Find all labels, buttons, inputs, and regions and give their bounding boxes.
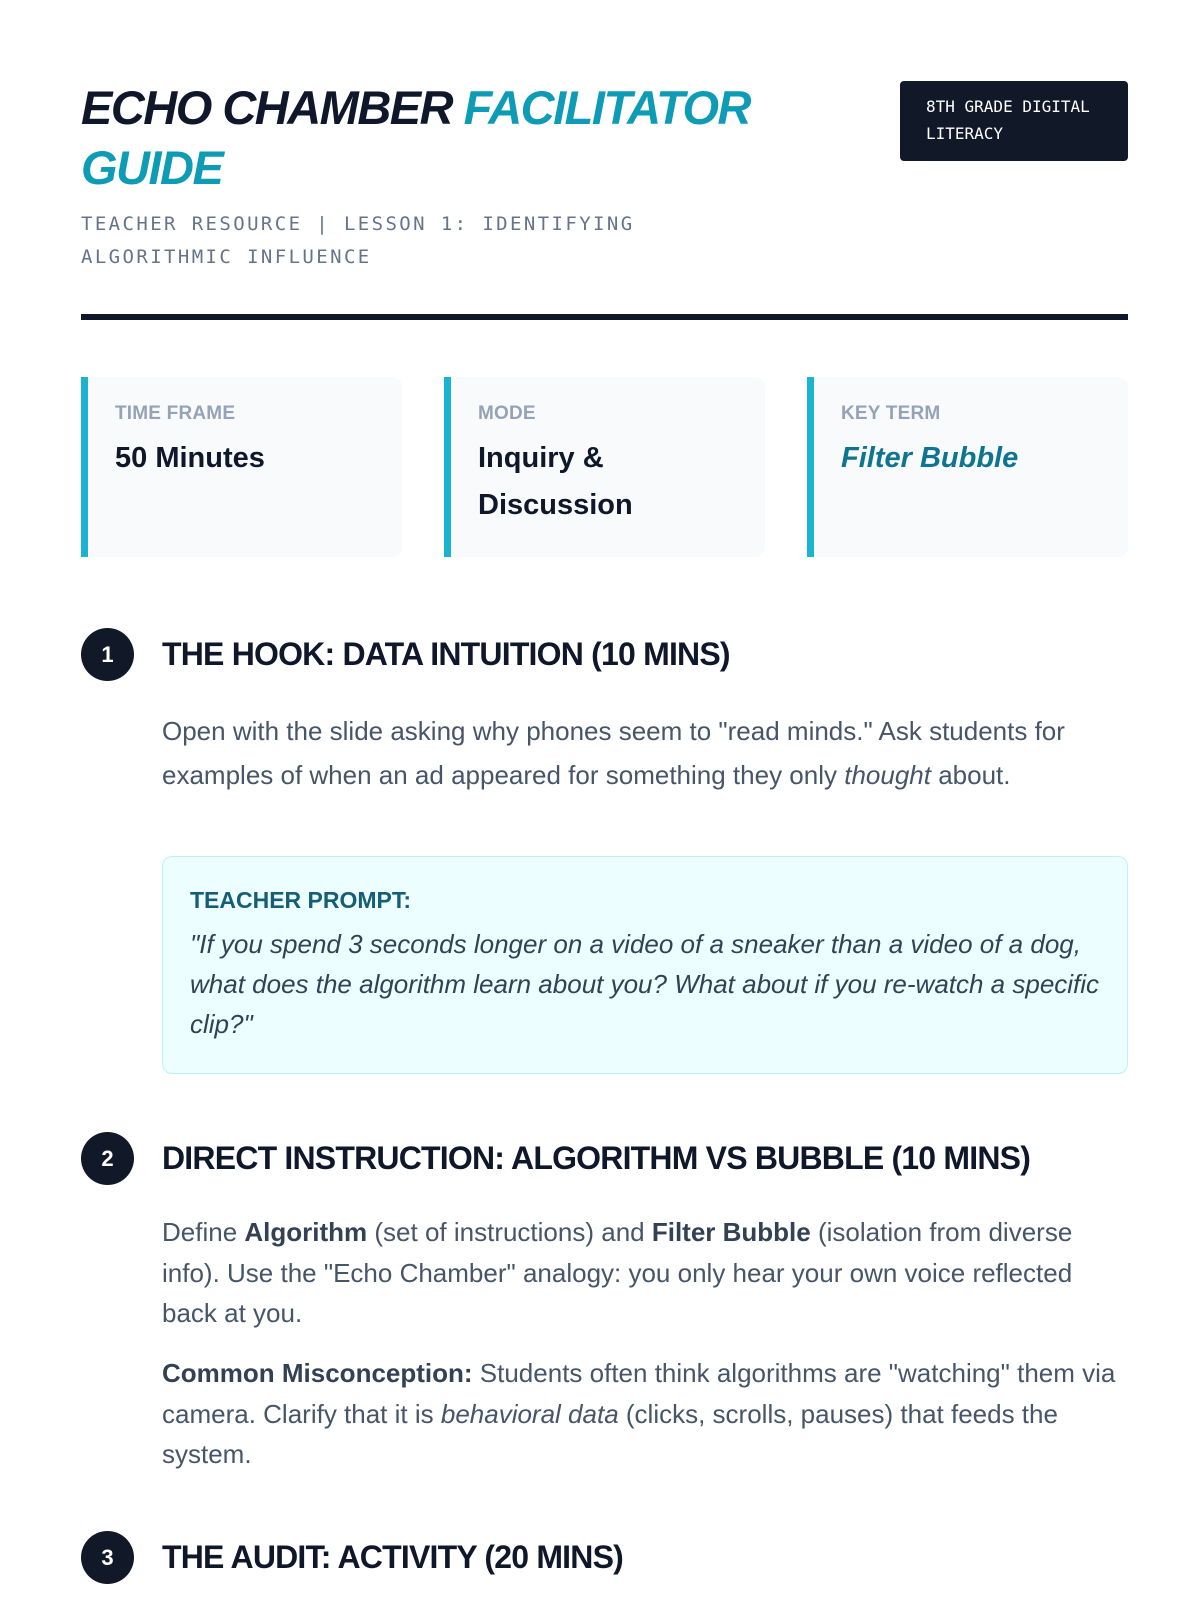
meta-card-label: KEY TERM xyxy=(841,403,941,424)
text-run: (set of instructions) and xyxy=(367,1217,652,1247)
step-number-badge: 1 xyxy=(81,628,134,681)
section-2-paragraph-1 xyxy=(162,1212,1128,1334)
meta-card-value: Filter Bubble xyxy=(841,442,1019,474)
teacher-prompt-text: "If you spend 3 seconds longer on a video of a sneaker than a video of a dog, what does the algorithm learn about you? What about if you re-watch a specific clip?" xyxy=(190,929,1100,1039)
page-title xyxy=(81,78,851,198)
title-main: ECHO CHAMBER xyxy=(81,81,453,134)
text-run: Define xyxy=(162,1217,245,1247)
text-run: (isolation from diverse info). Use the "Echo Chamber" analogy: you only hear your own voice reflected back at you. xyxy=(162,1217,1073,1328)
text-run: Students often think algorithms are "watching" them via camera. Clarify that it is xyxy=(162,1358,1116,1429)
emphasis-text: behavioral data xyxy=(440,1398,619,1429)
page-subtitle: TEACHER RESOURCE | LESSON 1: IDENTIFYING ALGORITHMIC INFLUENCE xyxy=(81,213,635,268)
section-title: DIRECT INSTRUCTION: ALGORITHM VS BUBBLE (10 MINS) xyxy=(162,1140,1031,1176)
title-accent: FACILITATOR GUIDE xyxy=(81,81,750,194)
bold-term-filter-bubble: Filter Bubble xyxy=(651,1217,811,1247)
meta-card-value: 50 Minutes xyxy=(115,442,265,474)
section-2-paragraph-2 xyxy=(162,1353,1128,1475)
section-title: THE AUDIT: ACTIVITY (20 MINS) xyxy=(162,1539,623,1575)
text-run: (clicks, scrolls, pauses) that feeds the system. xyxy=(162,1398,1058,1469)
meta-cards xyxy=(81,377,1128,557)
step-number-badge: 2 xyxy=(81,1132,134,1185)
section-2-heading xyxy=(81,1132,1030,1185)
section-1-heading xyxy=(81,628,730,681)
facilitator-guide-page xyxy=(81,0,1128,1575)
text-run: Open with the slide asking why phones seem to "read minds." Ask students for examples of when an ad appeared for something they only xyxy=(162,716,1065,790)
header xyxy=(81,0,1128,320)
meta-card-time-frame xyxy=(81,377,402,557)
section-3-heading xyxy=(81,1531,623,1584)
section-1-paragraph xyxy=(162,710,1128,797)
teacher-prompt-callout xyxy=(162,856,1128,1074)
header-divider xyxy=(81,314,1128,320)
meta-card-value: Inquiry & Discussion xyxy=(478,442,633,521)
emphasis-text: thought xyxy=(844,759,931,790)
text-run: about. xyxy=(930,759,1011,790)
step-number-badge: 3 xyxy=(81,1531,134,1584)
meta-card-mode xyxy=(444,377,765,557)
meta-card-key-term xyxy=(807,377,1128,557)
bold-term-algorithm: Algorithm xyxy=(244,1217,368,1247)
teacher-prompt-label: TEACHER PROMPT: xyxy=(190,887,412,913)
meta-card-label: TIME FRAME xyxy=(115,403,236,424)
misconception-label: Common Misconception: xyxy=(162,1358,473,1388)
section-title: THE HOOK: DATA INTUITION (10 MINS) xyxy=(162,636,730,672)
grade-badge: 8TH GRADE DIGITAL LITERACY xyxy=(900,81,1128,161)
meta-card-label: MODE xyxy=(478,403,536,424)
